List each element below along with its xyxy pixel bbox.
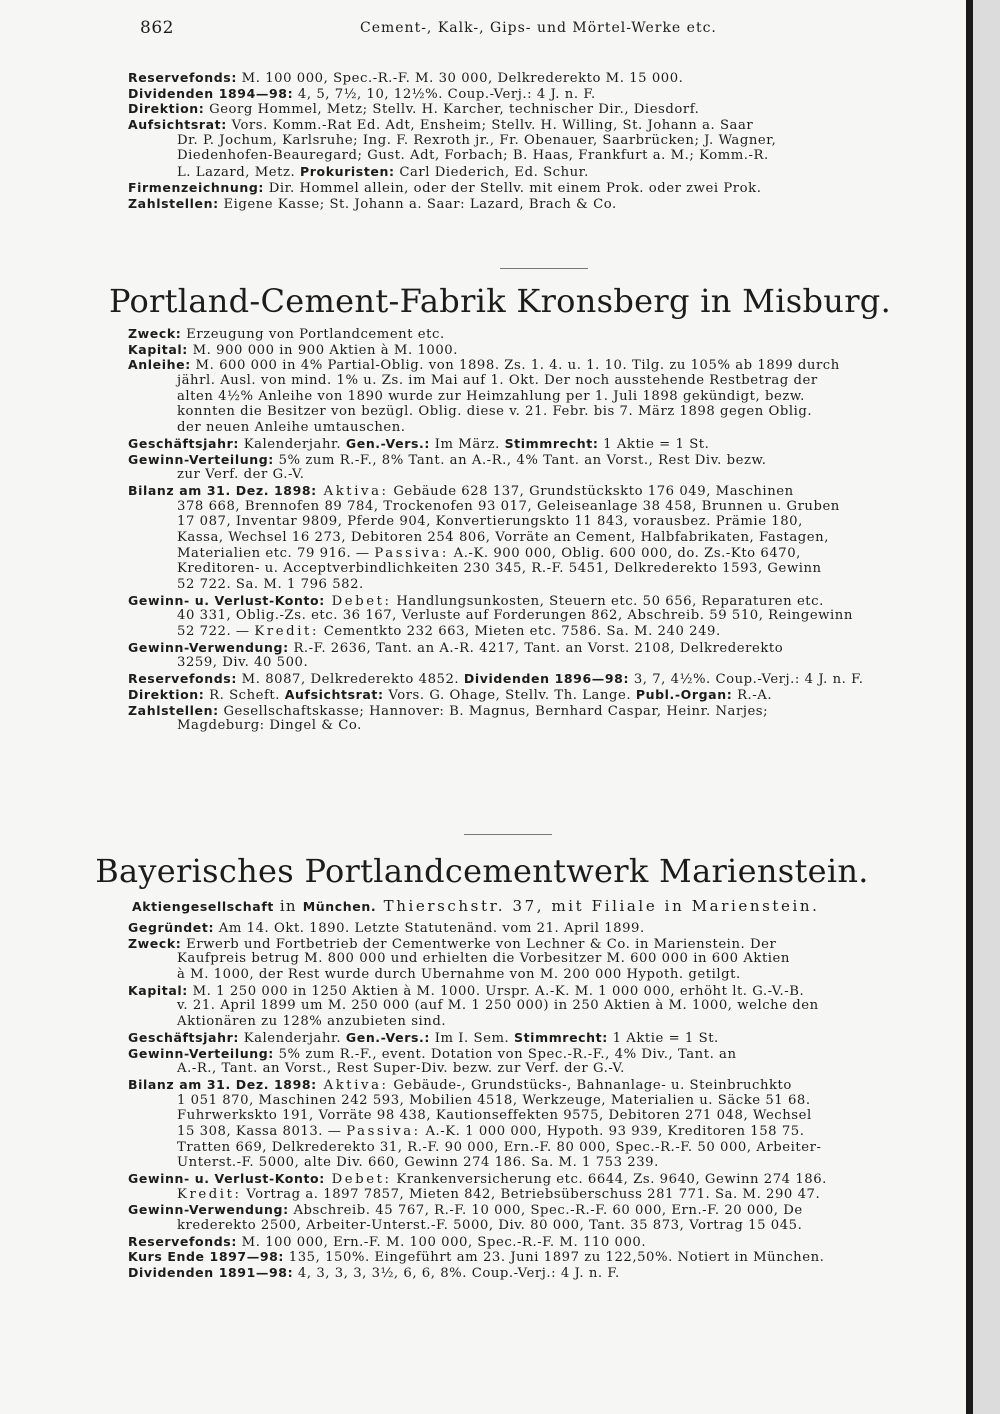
- text-line: [128, 404, 958, 420]
- entry-keyword: Kurs Ende 1897—98:: [128, 1249, 285, 1265]
- entry-text: 1 051 870, Maschinen 242 593, Mobilien 4518, Werkzeuge, Materialien u. Säcke 51 68.: [177, 1092, 811, 1108]
- entry-keyword: Dividenden 1891—98:: [128, 1265, 294, 1281]
- entry-text: R. Scheft.: [204, 687, 285, 703]
- text-line: [128, 357, 958, 373]
- entry-text: 4, 5, 7½, 10, 12½%. Coup.-Verj.: 4 J. n. F.: [293, 86, 596, 102]
- text-line: [128, 1140, 958, 1156]
- entry-spaced-label: Aktiva:: [316, 483, 389, 499]
- text-line: [128, 1046, 958, 1062]
- section-kronsberg-entry: [128, 326, 958, 734]
- entry-text: 5% zum R.-F., event. Dotation von Spec.-R.-F., 4% Div., Tant. an: [273, 1046, 737, 1062]
- entry-keyword: Reservefonds:: [128, 70, 237, 85]
- entry-keyword: Reservefonds:: [128, 671, 237, 687]
- entry-keyword: Bilanz am 31. Dez. 1898:: [128, 1076, 317, 1092]
- text-line: [128, 920, 958, 936]
- entry-keyword: Gewinn-Verwendung:: [128, 1202, 289, 1218]
- entry-text: jährl. Ausl. von mind. 1% u. Zs. im Mai auf 1. Okt. Der noch ausstehende Restbetrag der: [177, 373, 818, 389]
- entry-keyword: Zahlstellen:: [128, 702, 219, 718]
- entry-keyword: Reservefonds:: [128, 1233, 237, 1249]
- entry-spaced-label: Passiva:: [374, 545, 449, 561]
- entry-keyword: Direktion:: [128, 686, 205, 702]
- entry-text: Dr. P. Jochum, Karlsruhe; Ing. F. Rexroth jr., Fr. Obenauer, Saarbrücken; J. Wagner,: [177, 132, 777, 148]
- entry-keyword: Gegründet:: [128, 920, 215, 935]
- entry-text: Vors. Komm.-Rat Ed. Adt, Ensheim; Stellv. H. Willing, St. Johann a. Saar: [226, 118, 754, 133]
- text-line: [128, 967, 958, 983]
- entry-keyword: Dividenden 1894—98:: [128, 85, 294, 101]
- text-line: [128, 101, 958, 117]
- entry-text: Erzeugung von Portlandcement etc.: [181, 327, 445, 342]
- entry-text: v. 21. April 1899 um M. 250 000 (auf M. 1 250 000) in 250 Aktien à M. 1000, welche den: [177, 998, 819, 1014]
- text-line: [128, 467, 958, 483]
- text-line: [128, 1124, 958, 1140]
- entry-text: Eigene Kasse; St. Johann a. Saar: Lazard, Brach & Co.: [218, 196, 617, 212]
- text-line: [128, 1265, 958, 1281]
- entry-keyword: Direktion:: [128, 101, 205, 117]
- text-line: [128, 326, 958, 342]
- text-line: [128, 951, 958, 967]
- adjacent-page-margin: [973, 0, 1000, 1414]
- entry-text: 40 331, Oblig.-Zs. etc. 36 167, Verluste auf Forderungen 862, Abschreib. 59 510, Reingewinn: [177, 608, 853, 624]
- entry-text: 15 308, Kassa 8013. —: [177, 1123, 347, 1139]
- entry-keyword: Gewinn-Verteilung:: [128, 451, 274, 467]
- section-marienstein-entry: [128, 920, 958, 1281]
- entry-spaced-label: Debet:: [324, 593, 392, 609]
- entry-text: Abschreib. 45 767, R.-F. 10 000, Spec.-R.-F. 60 000, Ern.-F. 20 000, De: [288, 1203, 803, 1219]
- text-line: [128, 342, 958, 358]
- section-divider: [500, 268, 588, 269]
- entry-text: 17 087, Inventar 9809, Pferde 904, Konvertierungskto 11 843, vorausbez. Prämie 180,: [177, 514, 803, 530]
- entry-keyword: Kapital:: [128, 341, 188, 357]
- entry-text: 3259, Div. 40 500.: [177, 655, 309, 671]
- entry-keyword: Gewinn- u. Verlust-Konto:: [128, 592, 325, 608]
- entry-spaced-label: Thierschstr. 37, mit Filiale in Marienstein.: [376, 897, 820, 915]
- text-line: [128, 983, 958, 999]
- entry-spaced-label: Aktiva:: [316, 1077, 389, 1093]
- entry-text: in: [273, 897, 303, 915]
- entry-keyword: Gen.-Vers.:: [345, 1029, 430, 1045]
- entry-text: 5% zum R.-F., 8% Tant. an A.-R., 4% Tant. an Vorst., Rest Div. bezw.: [273, 452, 767, 468]
- entry-text: konnten die Besitzer von bezügl. Oblig. diese v. 21. Febr. bis 7. März 1898 gegen Oblig.: [177, 404, 813, 420]
- text-line: [128, 718, 958, 734]
- section-divider: [464, 834, 552, 835]
- entry-keyword: Bilanz am 31. Dez. 1898:: [128, 482, 317, 498]
- entry-text: Gesellschaftskasse; Hannover: B. Magnus, Bernhard Caspar, Heinr. Narjes;: [218, 703, 769, 719]
- text-line: [128, 1202, 958, 1218]
- entry-text: 1 Aktie = 1 St.: [598, 436, 710, 452]
- entry-keyword: Stimmrecht:: [504, 435, 599, 451]
- text-line: [128, 499, 958, 515]
- text-line: [128, 703, 958, 719]
- entry-text: M. 600 000 in 4% Partial-Oblig. von 1898. Zs. 1. 4. u. 1. 10. Tilg. zu 105% ab 1899 durch: [190, 358, 840, 374]
- entry-keyword: Stimmrecht:: [514, 1029, 608, 1045]
- entry-text: Dir. Hommel allein, oder der Stellv. mit einem Prok. oder zwei Prok.: [263, 180, 762, 196]
- entry-text: A.-R., Tant. an Vorst., Rest Super-Div. bezw. zur Verf. der G.-V.: [177, 1061, 625, 1077]
- entry-text: R.-F. 2636, Tant. an A.-R. 4217, Tant. an Vorst. 2108, Delkrederekto: [288, 640, 784, 656]
- text-line: [128, 436, 958, 452]
- running-title: Cement-, Kalk-, Gips- und Mörtel-Werke etc.: [360, 20, 717, 36]
- entry-spaced-label: Passiva:: [346, 1123, 421, 1139]
- section-previous-company-entry: [128, 70, 958, 211]
- text-line: [128, 1171, 958, 1187]
- entry-text: Kreditoren- u. Acceptverbindlichkeiten 230 345, R.-F. 5451, Delkrederekto 1593, Gewinn: [177, 561, 822, 577]
- text-line: [128, 1108, 958, 1124]
- entry-spaced-label: Debet:: [324, 1172, 392, 1187]
- entry-text: Gebäude 628 137, Grundstückskto 176 049, Maschinen: [388, 483, 794, 499]
- text-line: [128, 608, 958, 624]
- text-line: [128, 640, 958, 656]
- text-line: [128, 577, 958, 593]
- entry-text: M. 8087, Delkrederekto 4852.: [236, 672, 464, 687]
- text-line: [128, 1234, 958, 1250]
- entry-keyword: München.: [302, 899, 377, 914]
- entry-text: Vortrag a. 1897 7857, Mieten 842, Betriebsüberschuss 281 771. Sa. M. 290 47.: [241, 1186, 821, 1202]
- entry-text: 3, 7, 4½%. Coup.-Verj.: 4 J. n. F.: [629, 672, 864, 687]
- entry-text: L. Lazard, Metz.: [177, 165, 300, 180]
- entry-text: Im I. Sem.: [429, 1030, 514, 1046]
- entry-text: Kalenderjahr.: [238, 436, 346, 452]
- entry-text: 52 722. Sa. M. 1 796 582.: [177, 577, 364, 592]
- entry-text: R.-A.: [732, 687, 773, 703]
- entry-text: Cementkto 232 663, Mieten etc. 7586. Sa. M. 240 249.: [318, 624, 721, 640]
- entry-spaced-label: Kredit:: [177, 1186, 242, 1202]
- entry-text: Unterst.-F. 5000, alte Div. 660, Gewinn 274 186. Sa. M. 1 753 239.: [177, 1155, 659, 1171]
- entry-text: M. 100 000, Ern.-F. M. 100 000, Spec.-R.-F. M. 110 000.: [236, 1234, 647, 1250]
- entry-keyword: Dividenden 1896—98:: [463, 671, 630, 687]
- entry-keyword: Aktiengesellschaft: [132, 899, 274, 914]
- text-line: [128, 1030, 958, 1046]
- text-line: [128, 655, 958, 671]
- text-line: [128, 530, 958, 546]
- text-line: [128, 687, 958, 703]
- entry-text: 1 Aktie = 1 St.: [607, 1030, 719, 1046]
- text-line: [128, 624, 958, 640]
- entry-text: A.-K. 900 000, Oblig. 600 000, do. Zs.-Kto 6470,: [448, 545, 801, 561]
- text-line: [128, 164, 958, 180]
- entry-keyword: Gen.-Vers.:: [345, 435, 430, 451]
- entry-keyword: Firmenzeichnung:: [128, 179, 264, 195]
- entry-keyword: Kapital:: [128, 982, 188, 998]
- text-line: [128, 196, 958, 212]
- company-title-kronsberg: Portland-Cement-Fabrik Kronsberg in Misburg.: [108, 282, 892, 320]
- entry-text: Carl Diederich, Ed. Schur.: [394, 165, 589, 180]
- company-title-marienstein: Bayerisches Portlandcementwerk Marienstein.: [95, 852, 869, 890]
- entry-text: Tratten 669, Delkrederekto 31, R.-F. 90 000, Ern.-F. 80 000, Spec.-R.-F. 50 000, Arbeiter-: [177, 1139, 822, 1155]
- text-line: [128, 1077, 958, 1093]
- entry-text: Kaufpreis betrug M. 800 000 und erhielten die Vorbesitzer M. 600 000 in 600 Aktien: [177, 951, 790, 967]
- entry-keyword: Geschäftsjahr:: [128, 1029, 239, 1045]
- text-line: [128, 70, 958, 86]
- text-line: [128, 514, 958, 530]
- text-line: [128, 1155, 958, 1171]
- text-line: [128, 546, 958, 562]
- text-line: [128, 117, 958, 133]
- entry-text: Kalenderjahr.: [238, 1030, 346, 1046]
- entry-text: M. 1 250 000 in 1250 Aktien à M. 1000. Urspr. A.-K. M. 1 000 000, erhöht lt. G.-V.-B.: [187, 983, 805, 999]
- page-number: 862: [140, 18, 174, 38]
- entry-text: Fuhrwerkskto 191, Vorräte 98 438, Kautionseffekten 9575, Debitoren 271 048, Wechsel: [177, 1108, 812, 1124]
- text-line: [128, 420, 958, 436]
- text-line: [128, 561, 958, 577]
- text-line: [128, 452, 958, 468]
- text-line: [128, 483, 958, 499]
- text-line: [128, 1061, 958, 1077]
- entry-text: 52 722. —: [177, 624, 255, 640]
- entry-keyword: Geschäftsjahr:: [128, 435, 239, 451]
- entry-keyword: Gewinn-Verteilung:: [128, 1045, 274, 1061]
- entry-text: à M. 1000, der Rest wurde durch Übernahme von M. 200 000 Hypoth. getilgt.: [177, 967, 741, 983]
- text-line: [128, 593, 958, 609]
- entry-text: alten 4½% Anleihe von 1890 wurde zur Heimzahlung per 1. Juli 1898 gekündigt, bezw.: [177, 388, 805, 404]
- entry-keyword: Anleihe:: [128, 357, 191, 373]
- entry-text: Magdeburg: Dingel & Co.: [177, 718, 362, 734]
- entry-text: Erwerb und Fortbetrieb der Cementwerke von Lechner & Co. in Marienstein. Der: [181, 936, 777, 952]
- binding-edge: [966, 0, 973, 1414]
- entry-text: M. 100 000, Spec.-R.-F. M. 30 000, Delkrederekto M. 15 000.: [236, 71, 684, 86]
- text-line: [128, 936, 958, 952]
- entry-text: Krankenversicherung etc. 6644, Zs. 9640, Gewinn 274 186.: [391, 1172, 827, 1187]
- text-line: [128, 1187, 958, 1203]
- text-line: [128, 373, 958, 389]
- entry-spaced-label: Kredit:: [254, 624, 319, 640]
- entry-keyword: Gewinn- u. Verlust-Konto:: [128, 1171, 325, 1186]
- text-line: [128, 1249, 958, 1265]
- entry-text: zur Verf. der G.-V.: [177, 467, 305, 483]
- entry-text: Aktionären zu 128% anzubieten sind.: [177, 1014, 447, 1030]
- entry-text: Im März.: [429, 436, 505, 452]
- entry-text: der neuen Anleihe umtauschen.: [177, 420, 406, 436]
- entry-text: Handlungsunkosten, Steuern etc. 50 656, Reparaturen etc.: [391, 593, 824, 609]
- text-line: [128, 133, 958, 149]
- entry-text: 378 668, Brennofen 89 784, Trockenofen 93 017, Geleiseanlage 38 458, Brunnen u. Gruben: [177, 498, 840, 514]
- entry-text: M. 900 000 in 900 Aktien à M. 1000.: [187, 342, 458, 358]
- text-line: [128, 671, 958, 687]
- entry-text: krederekto 2500, Arbeiter-Unterst.-F. 5000, Div. 80 000, Tant. 35 873, Vortrag 15 045.: [177, 1218, 803, 1234]
- entry-keyword: Zweck:: [128, 935, 182, 951]
- entry-keyword: Prokuristen:: [300, 164, 395, 180]
- entry-text: Diedenhofen-Beauregard; Gust. Adt, Forbach; B. Haas, Frankfurt a. M.; Komm.-R.: [177, 148, 769, 164]
- entry-keyword: Zahlstellen:: [128, 195, 219, 211]
- text-line: [128, 148, 958, 164]
- text-line: [128, 86, 958, 102]
- entry-keyword: Gewinn-Verwendung:: [128, 639, 289, 655]
- text-line: [128, 1014, 958, 1030]
- entry-text: Gebäude-, Grundstücks-, Bahnanlage- u. Steinbruchkto: [388, 1077, 792, 1093]
- entry-text: A.-K. 1 000 000, Hypoth. 93 939, Kreditoren 158 75.: [420, 1123, 805, 1139]
- entry-text: Am 14. Okt. 1890. Letzte Statutenänd. vom 21. April 1899.: [214, 921, 645, 936]
- text-line: [128, 1093, 958, 1109]
- entry-text: 135, 150%. Eingeführt am 23. Juni 1897 zu 122,50%. Notiert in München.: [284, 1250, 825, 1266]
- entry-keyword: Aufsichtsrat:: [128, 117, 227, 133]
- company-subtitle-marienstein: [132, 897, 820, 915]
- entry-text: Materialien etc. 79 916. —: [177, 545, 375, 561]
- entry-text: 4, 3, 3, 3, 3½, 6, 6, 8%. Coup.-Verj.: 4 J. n. F.: [293, 1266, 620, 1281]
- text-line: [128, 180, 958, 196]
- entry-text: Vors. G. Ohage, Stellv. Th. Lange.: [383, 687, 636, 703]
- entry-keyword: Zweck:: [128, 326, 182, 341]
- entry-text: Kassa, Wechsel 16 273, Debitoren 254 806, Vorräte an Cement, Halbfabrikaten, Fastagen,: [177, 529, 829, 545]
- entry-keyword: Publ.-Organ:: [635, 686, 733, 702]
- text-line: [128, 1218, 958, 1234]
- text-line: [128, 998, 958, 1014]
- text-line: [128, 389, 958, 405]
- entry-keyword: Aufsichtsrat:: [284, 686, 384, 702]
- entry-text: Georg Hommel, Metz; Stellv. H. Karcher, technischer Dir., Diesdorf.: [204, 102, 700, 118]
